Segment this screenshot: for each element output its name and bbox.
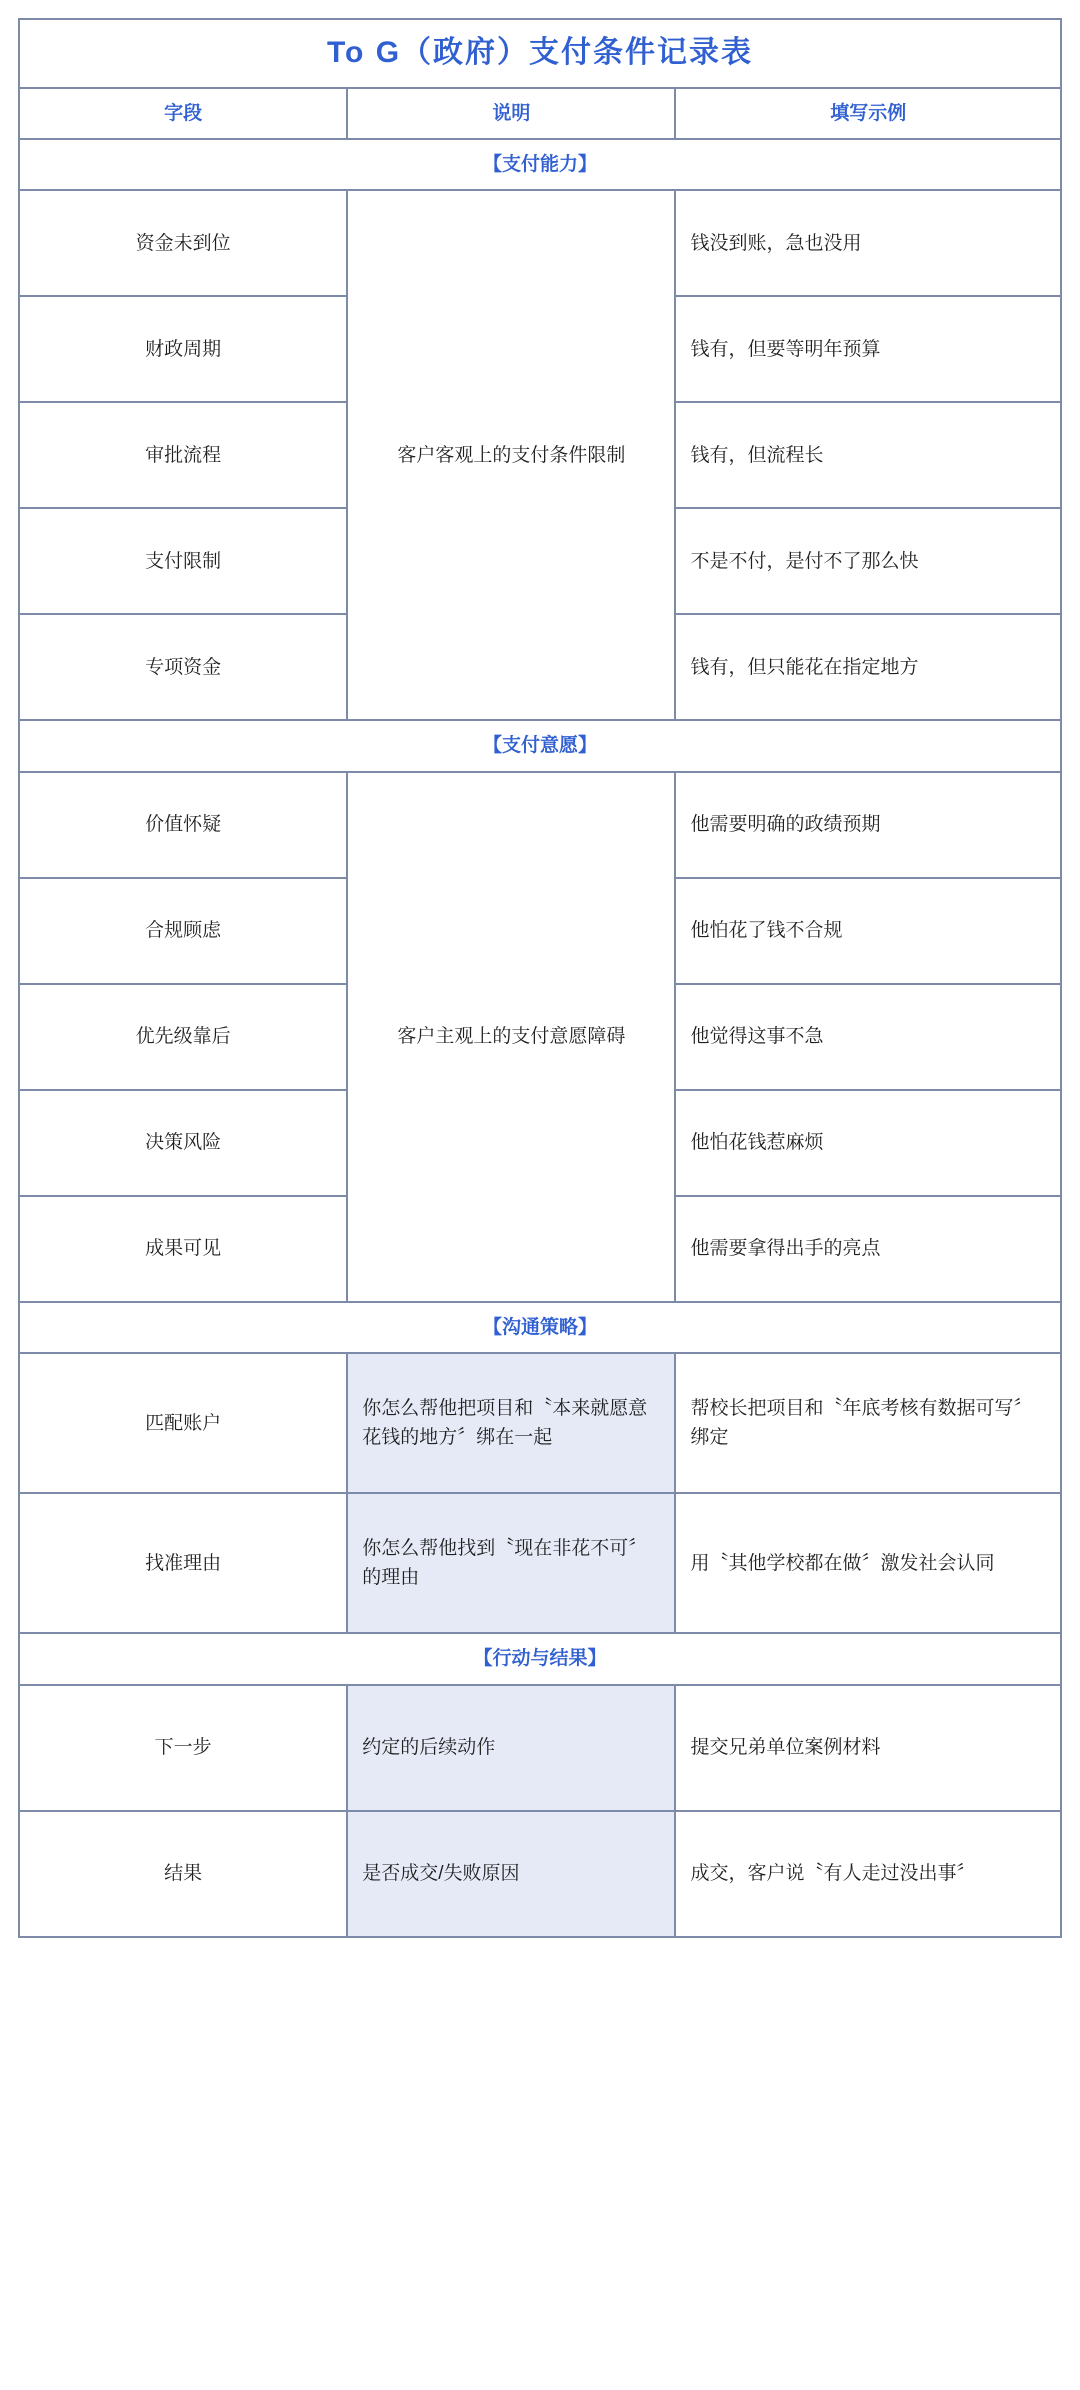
field-label: 专项资金: [19, 614, 347, 720]
column-header-description: 说明: [347, 88, 675, 139]
example-text: 他怕花了钱不合规: [675, 878, 1061, 984]
section-description-willingness: 客户主观上的支付意愿障碍: [347, 772, 675, 1302]
payment-conditions-table: [18, 18, 1062, 1938]
example-text: 钱没到账，急也没用: [675, 190, 1061, 296]
example-text: 钱有，但只能花在指定地方: [675, 614, 1061, 720]
description-text: 约定的后续动作: [347, 1685, 675, 1811]
section-heading-action: 【行动与结果】: [19, 1633, 1061, 1684]
field-label: 价值怀疑: [19, 772, 347, 878]
section-heading-row: [19, 1633, 1061, 1684]
example-text: 他觉得这事不急: [675, 984, 1061, 1090]
example-text: 用〝其他学校都在做〞激发社会认同: [675, 1493, 1061, 1633]
title-row: [19, 19, 1061, 88]
column-header-row: [19, 88, 1061, 139]
example-text: 提交兄弟单位案例材料: [675, 1685, 1061, 1811]
section-heading-communication: 【沟通策略】: [19, 1302, 1061, 1353]
description-text: 你怎么帮他把项目和〝本来就愿意花钱的地方〞绑在一起: [347, 1353, 675, 1493]
field-label: 资金未到位: [19, 190, 347, 296]
section-heading-row: [19, 720, 1061, 771]
field-label: 支付限制: [19, 508, 347, 614]
table-row: [19, 1353, 1061, 1493]
page-title: To G（政府）支付条件记录表: [326, 36, 754, 69]
field-label: 找准理由: [19, 1493, 347, 1633]
field-label: 成果可见: [19, 1196, 347, 1302]
description-text: 你怎么帮他找到〝现在非花不可〞的理由: [347, 1493, 675, 1633]
field-label: 审批流程: [19, 402, 347, 508]
column-header-field: 字段: [19, 88, 347, 139]
table-row: [19, 772, 1061, 878]
example-text: 钱有，但要等明年预算: [675, 296, 1061, 402]
table-row: [19, 1493, 1061, 1633]
field-label: 匹配账户: [19, 1353, 347, 1493]
table-row: [19, 1811, 1061, 1937]
example-text: 帮校长把项目和〝年底考核有数据可写〞绑定: [675, 1353, 1061, 1493]
table-row: [19, 1685, 1061, 1811]
example-text: 他需要明确的政绩预期: [675, 772, 1061, 878]
field-label: 财政周期: [19, 296, 347, 402]
section-heading-ability: 【支付能力】: [19, 139, 1061, 190]
field-label: 结果: [19, 1811, 347, 1937]
field-label: 决策风险: [19, 1090, 347, 1196]
example-text: 他怕花钱惹麻烦: [675, 1090, 1061, 1196]
section-heading-row: [19, 1302, 1061, 1353]
table-title-cell: [19, 19, 1061, 88]
section-description-ability: 客户客观上的支付条件限制: [347, 190, 675, 720]
description-text: 是否成交/失败原因: [347, 1811, 675, 1937]
example-text: 他需要拿得出手的亮点: [675, 1196, 1061, 1302]
example-text: 成交，客户说〝有人走过没出事〞: [675, 1811, 1061, 1937]
section-heading-row: [19, 139, 1061, 190]
example-text: 钱有，但流程长: [675, 402, 1061, 508]
example-text: 不是不付，是付不了那么快: [675, 508, 1061, 614]
table-row: [19, 190, 1061, 296]
field-label: 优先级靠后: [19, 984, 347, 1090]
column-header-example: 填写示例: [675, 88, 1061, 139]
field-label: 合规顾虑: [19, 878, 347, 984]
field-label: 下一步: [19, 1685, 347, 1811]
section-heading-willingness: 【支付意愿】: [19, 720, 1061, 771]
